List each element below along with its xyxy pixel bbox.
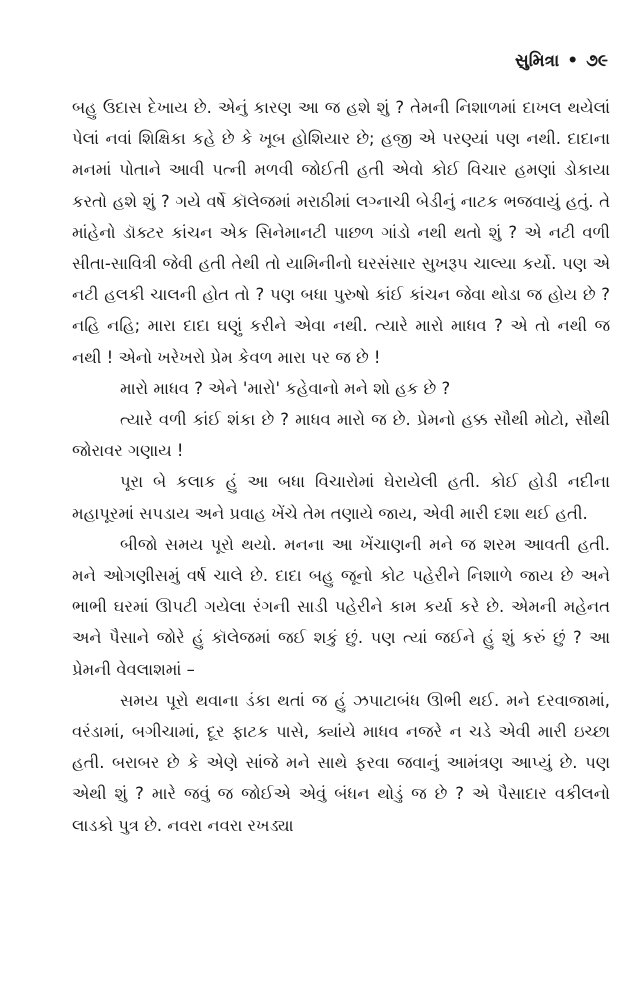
running-header bbox=[72, 44, 610, 78]
body-text bbox=[72, 92, 610, 841]
page-number: ૭૯ bbox=[586, 51, 608, 71]
paragraph: ત્યારે વળી કાંઈ શંકા છે ? માધવ મારો જ છે. પ્રેમનો હક્ક સૌથી મોટો, સૌથી જોરાવર ગણાય ! bbox=[72, 410, 610, 461]
book-title: સુમિત્રા bbox=[515, 51, 560, 71]
paragraph: બહુ ઉદાસ દેખાય છે. એનું કારણ આ જ હશે શું ? તેમની નિશાળમાં દાખલ થયેલાં પેલાં નવાં શિક્ષિકા કહે છે કે ખૂબ હોશિયાર છે; હજી એ પરણ્યાં પણ નથી. દાદાના મનમાં પોતાને આવી પત્ની મળવી જોઈતી હતી એવો કોઈ વિચાર હમણાં ડોકાયા કરતો હશે શું ? ગયે વર્ષે કૉલેજમાં મરાઠીમાં લગ્નાચી બેડીનું નાટક ભજવાયું હતું. તે માંહેનો ડૉક્ટર કાંચન એક સિનેમાનટી પાછળ ગાંડો નથી થતો શું ? એ નટી વળી સીતા-સાવિત્રી જેવી હતી તેથી તો યામિનીનો ઘરસંસાર સુખરૂપ ચાલ્યા કર્યો. પણ એ નટી હલકી ચાલની હોત તો ? પણ બધા પુરુષો કાંઈ કાંચન જેવા થોડા જ હોય છે ? નહિ નહિ; મારા દાદા ઘણું કરીને એવા નથી. ત્યારે મારો માધવ ? એ તો નથી જ નથી ! એનો ખરેખરો પ્રેમ કેવળ મારા પર જ છે ! bbox=[72, 98, 610, 367]
paragraph: બીજો સમય પૂરો થયો. મનના આ ખેંચાણની મને જ શરમ આવતી હતી. મને ઓગણીસમું વર્ષ ચાલે છે. દાદા બહુ જૂનો કોટ પહેરીને નિશાળે જાય છે અને ભાભી ઘરમાં ઊપટી ગયેલા રંગની સાડી પહેરીને કામ કર્યા કરે છે. એમની મહેનત અને પૈસાને જોરે હું કૉલેજમાં જઈ શકું છું. પણ ત્યાં જઈને હું શું કરું છું ? આ પ્રેમની વેવલાશમાં – bbox=[72, 534, 610, 679]
header-separator: • bbox=[567, 51, 579, 71]
paragraph: મારો માધવ ? એને 'મારો' કહેવાનો મને શો હક છે ? bbox=[120, 378, 451, 398]
paragraph: સમય પૂરો થવાના ડંકા થતાં જ હું ઝપાટાબંધ ઊભી થઈ. મને દરવાજામાં, વરંડામાં, બગીચામાં, દૂર ફાટક પાસે, ક્યાંયે માધવ નજરે ન ચડે એવી મારી ઇચ્છા હતી. બરાબર છે કે એણે સાંજે મને સાથે ફરવા જવાનું આમંત્રણ આપ્યું છે. પણ એથી શું ? મારે જવું જ જોઈએ એવું બંધન થોડું જ છે ? એ પૈસાદાર વકીલનો લાડકો પુત્ર છે. નવરા નવરા રખડ્યા bbox=[72, 690, 610, 835]
paragraph: પૂરા બે કલાક હું આ બધા વિચારોમાં ઘેરાયેલી હતી. કોઈ હોડી નદીના મહાપૂરમાં સપડાય અને પ્રવાહ ખેંચે તેમ તણાયે જાય, એવી મારી દશા થઈ હતી. bbox=[72, 472, 610, 523]
